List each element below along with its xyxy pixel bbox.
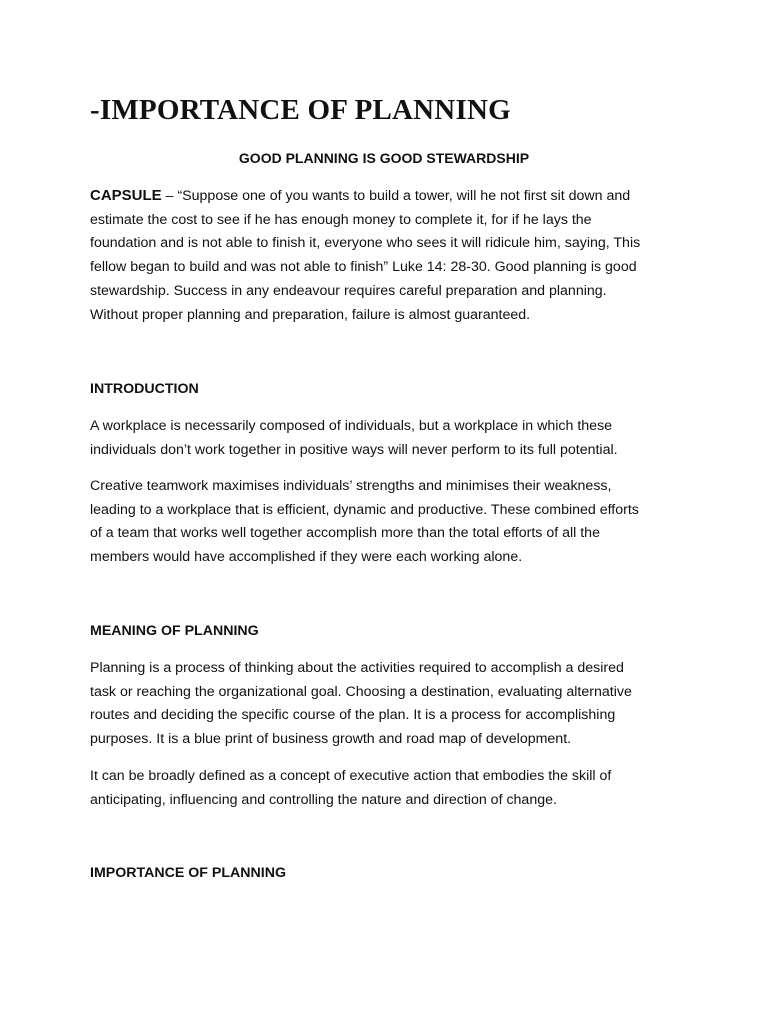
capsule-line-5: stewardship. Success in any endeavour requires careful preparation and planning. (90, 282, 607, 299)
introduction-p2-line-1: Creative teamwork maximises individuals’ strengths and minimises their weakness, (90, 478, 612, 494)
document-subtitle: GOOD PLANNING IS GOOD STEWARDSHIP (238, 150, 530, 166)
meaning-p1-line-1: Planning is a process of thinking about the activities required to accomplish a desired (90, 660, 624, 676)
importance-heading: IMPORTANCE OF PLANNING (90, 865, 286, 881)
capsule-line-1 (90, 184, 690, 209)
capsule-line-4: fellow began to build and was not able to finish” Luke 14: 28-30. Good planning is good (90, 259, 637, 276)
meaning-paragraph-2 (90, 765, 690, 812)
capsule-line-6: Without proper planning and preparation, failure is almost guaranteed. (90, 306, 531, 323)
introduction-paragraph-1 (90, 415, 690, 462)
capsule-line-2: estimate the cost to see if he has enough money to complete it, for if he lays the (90, 211, 592, 228)
introduction-heading: INTRODUCTION (90, 381, 199, 397)
introduction-p2-line-3: of a team that works well together accomplish more than the total efforts of all the (90, 525, 600, 542)
capsule-paragraph (90, 184, 690, 327)
introduction-p2-line-2: leading to a workplace that is efficient, dynamic and productive. These combined efforts (90, 501, 639, 518)
meaning-paragraph-1 (90, 657, 690, 752)
capsule-line-1-text: – “Suppose one of you wants to build a tower, will he not first sit down and (161, 188, 631, 204)
introduction-paragraph-2 (90, 475, 690, 570)
meaning-p2-line-2: anticipating, influencing and controlling the nature and direction of change. (90, 791, 557, 808)
meaning-heading: MEANING OF PLANNING (90, 623, 259, 639)
capsule-label: CAPSULE (90, 187, 162, 204)
introduction-p1-line-2: individuals don’t work together in positive ways will never perform to its full potential. (90, 441, 618, 458)
meaning-p2-line-1: It can be broadly defined as a concept of executive action that embodies the skill of (90, 768, 612, 784)
document-title: -IMPORTANCE OF PLANNING (90, 94, 511, 126)
introduction-p2-line-4: members would have accomplished if they were each working alone. (90, 549, 523, 566)
meaning-p1-line-3: routes and deciding the specific course of the plan. It is a process for accomplishing (90, 707, 616, 724)
meaning-p1-line-4: purposes. It is a blue print of business growth and road map of development. (90, 731, 572, 748)
capsule-line-3: foundation and is not able to finish it, everyone who sees it will ridicule him, saying, This (90, 235, 641, 252)
meaning-p1-line-2: task or reaching the organizational goal. Choosing a destination, evaluating alternative (90, 683, 632, 700)
introduction-p1-line-1: A workplace is necessarily composed of individuals, but a workplace in which these (90, 418, 613, 434)
